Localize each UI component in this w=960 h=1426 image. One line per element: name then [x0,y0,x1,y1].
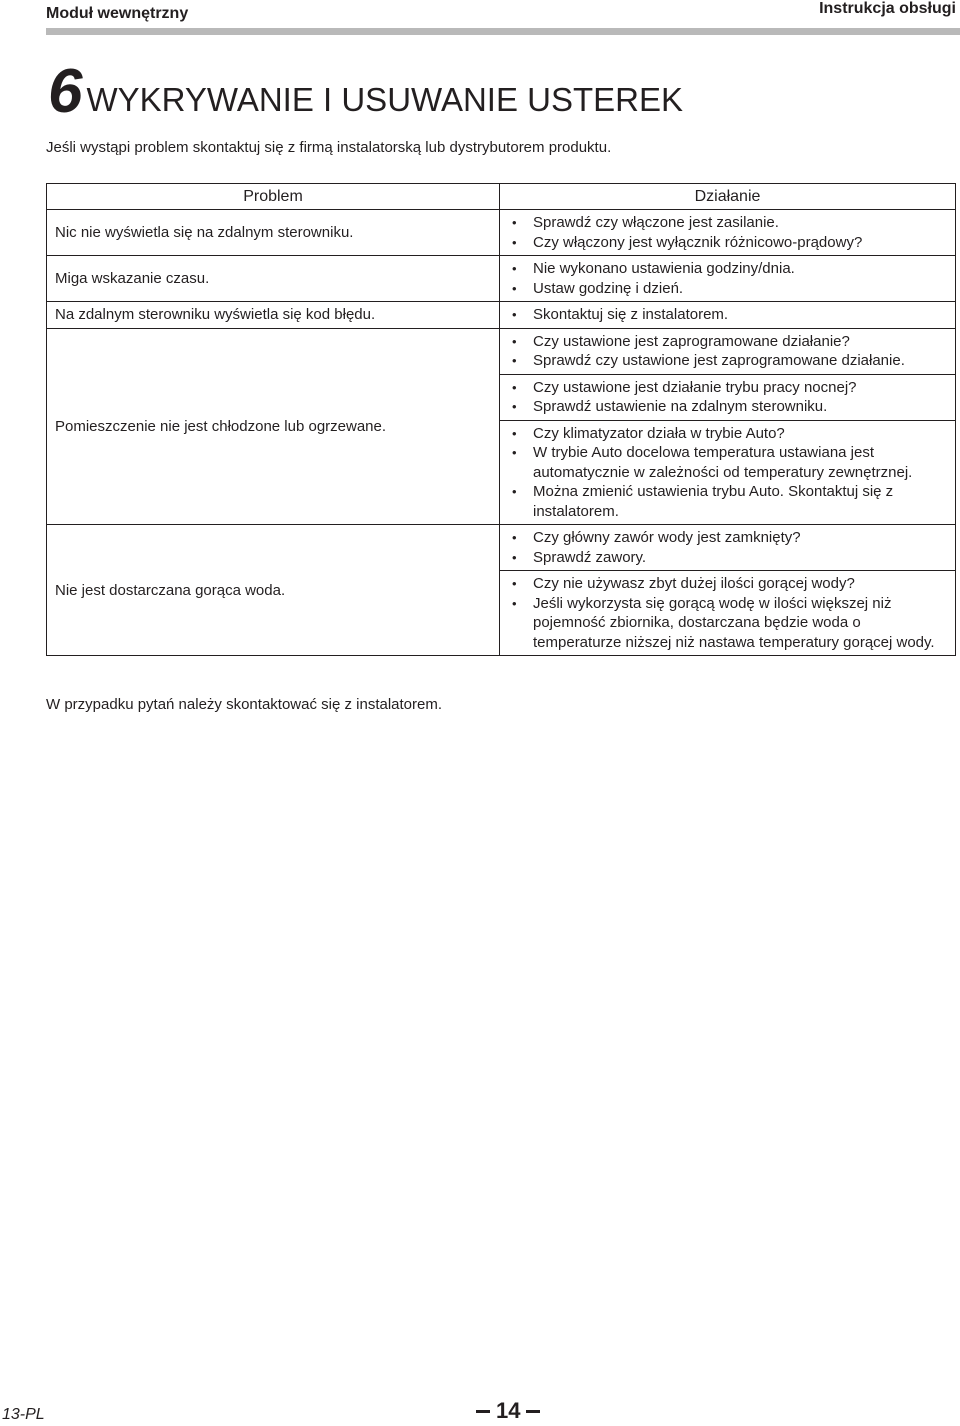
action-cell [500,302,956,329]
table-header-row [47,184,956,210]
intro-text: Jeśli wystąpi problem skontaktuj się z firmą instalatorską lub dystrybutorem produktu. [46,139,612,156]
table-row [47,256,956,302]
action-item: • Jeśli wykorzysta się gorącą wodę w ilości większej niż pojemność zbiornika, dostarczana będzie woda o temperaturze niższej niż nastawa temperatury gorącej wody. [512,594,949,653]
action-list [512,574,949,652]
problem-cell: Miga wskazanie czasu. [47,256,500,302]
action-item: • Czy nie używasz zbyt dużej ilości gorącej wody? [512,574,949,594]
header-right-title: Instrukcja obsługi [819,0,956,17]
page-number-value: 14 [496,1398,521,1423]
header-rule-tab [752,21,960,35]
action-item: • Czy klimatyzator działa w trybie Auto? [512,424,949,444]
action-item: • W trybie Auto docelowa temperatura ustawiana jest automatycznie w zależności od temperatury zewnętrznej. [512,443,949,482]
section-title: WYKRYWANIE I USUWANIE USTEREK [86,81,683,118]
action-list [512,259,949,298]
problem-cell: Nic nie wyświetla się na zdalnym sterowniku. [47,210,500,256]
action-item: • Sprawdź czy ustawione jest zaprogramowane działanie. [512,351,949,371]
action-list [512,378,949,417]
action-cell [500,571,956,656]
dash-right [526,1410,540,1413]
dash-left [476,1410,490,1413]
document-code: 13-PL [2,1406,45,1423]
problem-cell: Pomieszczenie nie jest chłodzone lub ogrzewane. [47,328,500,525]
action-list [512,528,949,567]
action-item: • Czy ustawione jest działanie trybu pracy nocnej? [512,378,949,398]
header-action: Działanie [500,184,956,210]
problem-cell: Nie jest dostarczana gorąca woda. [47,525,500,656]
action-cell [500,210,956,256]
header-left-title: Moduł wewnętrzny [46,5,189,22]
table-body [47,210,956,656]
action-item: • Sprawdź ustawienie na zdalnym sterowniku. [512,397,949,417]
section-heading [48,57,683,126]
table-row [47,210,956,256]
action-item: • Sprawdź zawory. [512,548,949,568]
section-number: 6 [48,57,81,126]
action-item: • Czy główny zawór wody jest zamknięty? [512,528,949,548]
table-row [47,328,956,374]
action-list [512,213,949,252]
action-list [512,305,949,325]
action-cell [500,328,956,374]
header-rule [46,28,760,35]
action-cell [500,374,956,420]
action-cell [500,420,956,525]
footer-note: W przypadku pytań należy skontaktować się z instalatorem. [46,696,443,713]
action-item: • Skontaktuj się z instalatorem. [512,305,949,325]
action-cell [500,525,956,571]
problem-cell: Na zdalnym sterowniku wyświetla się kod błędu. [47,302,500,329]
action-item: • Sprawdź czy włączone jest zasilanie. [512,213,949,233]
action-item: • Można zmienić ustawienia trybu Auto. Skontaktuj się z instalatorem. [512,482,949,521]
action-item: • Ustaw godzinę i dzień. [512,279,949,299]
action-list [512,424,949,522]
page-number [470,1398,546,1424]
action-item: • Czy ustawione jest zaprogramowane działanie? [512,332,949,352]
action-item: • Czy włączony jest wyłącznik różnicowo-prądowy? [512,233,949,253]
troubleshooting-table [46,183,956,656]
action-list [512,332,949,371]
table-row [47,302,956,329]
action-item: • Nie wykonano ustawienia godziny/dnia. [512,259,949,279]
table-row [47,525,956,571]
action-cell [500,256,956,302]
header-problem: Problem [47,184,500,210]
